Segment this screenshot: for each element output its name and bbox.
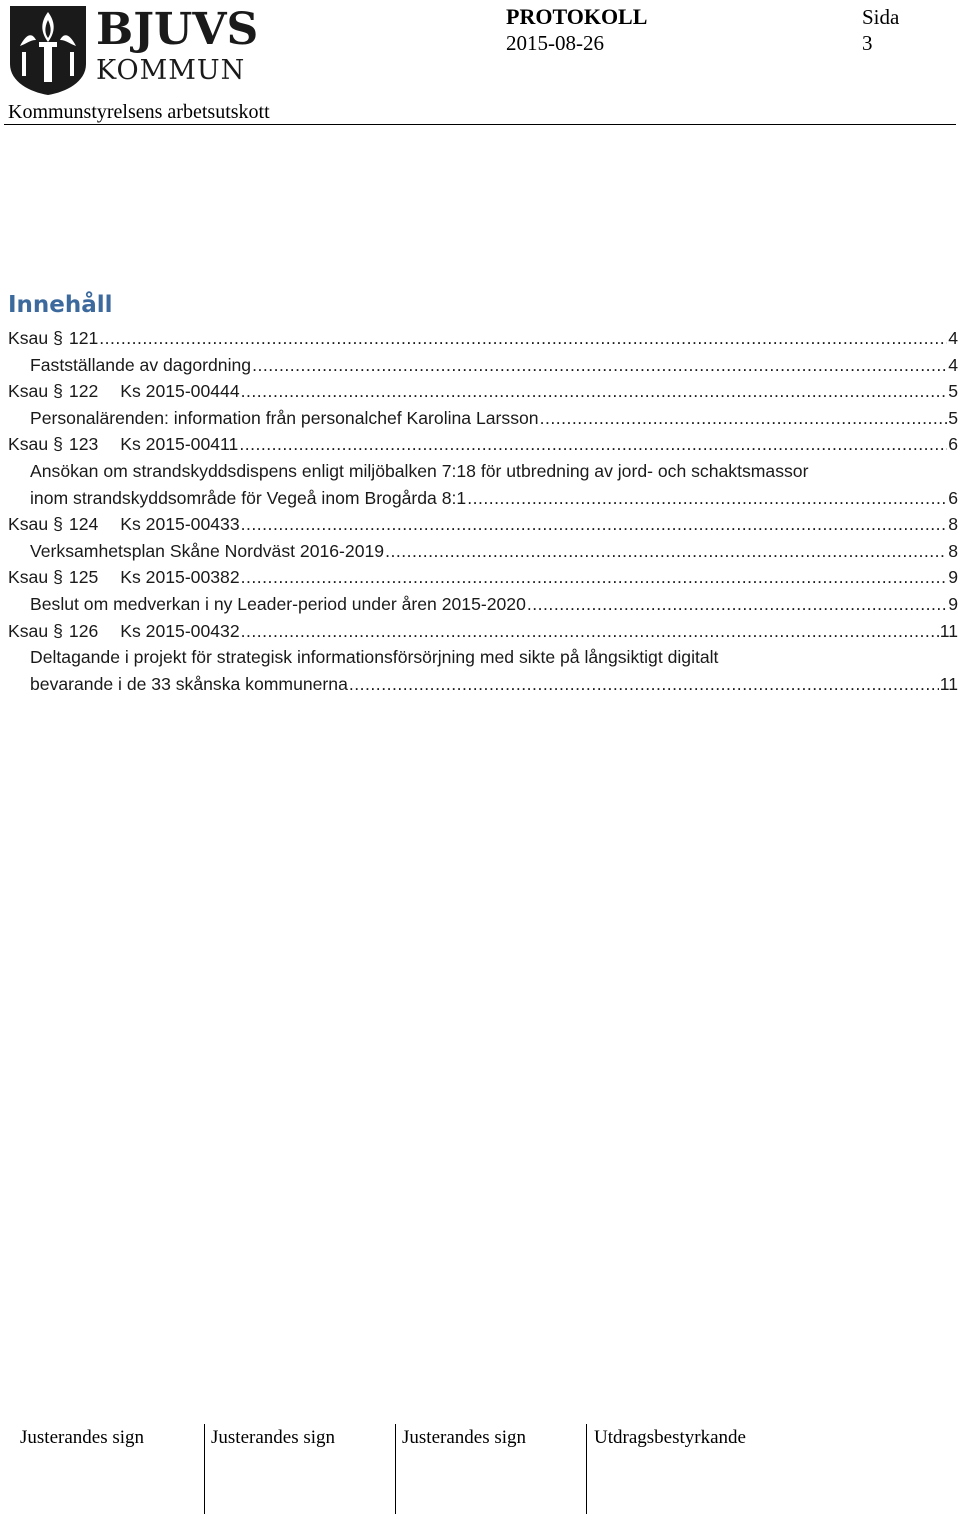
header-divider xyxy=(4,124,956,125)
organization-name: Kommunstyrelsens arbetsutskott xyxy=(8,101,270,123)
page-number: 3 xyxy=(862,31,873,55)
toc-page-number: 8 xyxy=(948,514,958,535)
toc-page-number: 6 xyxy=(948,487,958,508)
toc-page-number: 5 xyxy=(948,381,958,402)
toc-entry[interactable] xyxy=(8,538,958,565)
toc-entry[interactable] xyxy=(8,591,958,618)
toc-entry[interactable]: Ksau § 123 Ks 2015-00411 ..... 6 xyxy=(8,431,958,458)
toc-entry-title: inom strandskyddsområde för Vegeå inom Brogårda 8:1 xyxy=(30,487,467,508)
page-label: Sida xyxy=(862,5,900,29)
toc-entry[interactable]: Ksau § 121 ..... 4 xyxy=(8,325,958,352)
toc-page-number: 4 xyxy=(948,328,958,348)
toc-entry-title: bevarande i de 33 skånska kommunerna xyxy=(30,673,348,694)
footer-divider xyxy=(204,1424,205,1514)
toc-entry[interactable] xyxy=(8,485,958,512)
footer-certification-label: Utdragsbestyrkande xyxy=(594,1427,746,1448)
logo-subtitle: KOMMUN xyxy=(96,55,246,86)
toc-page-number: 8 xyxy=(948,540,958,561)
footer-sign-label-1: Justerandes sign xyxy=(20,1427,145,1448)
toc-page-number: 5 xyxy=(948,407,958,428)
toc-entry[interactable]: Ksau § 124 Ks 2015-00433 ..... 8 xyxy=(8,511,958,538)
toc-page-number: 4 xyxy=(948,354,958,375)
logo-name: BJUVS xyxy=(96,4,259,55)
toc-entry[interactable]: Ksau § 122 Ks 2015-00444 ..... 5 xyxy=(8,378,958,405)
toc-entry-title: Beslut om medverkan i ny Leader-period under åren 2015-2020 xyxy=(30,593,526,614)
footer-sign-label-3: Justerandes sign xyxy=(402,1427,527,1448)
toc-entry[interactable] xyxy=(8,405,958,432)
footer-sign-label-2: Justerandes sign xyxy=(211,1427,336,1448)
toc-entry[interactable]: Ksau § 125 Ks 2015-00382 ..... 9 xyxy=(8,564,958,591)
toc-entry[interactable] xyxy=(8,352,958,379)
table-of-contents xyxy=(8,325,958,697)
footer-divider xyxy=(395,1424,396,1514)
torch-emblem-icon xyxy=(8,4,88,96)
toc-page-number: 11 xyxy=(939,673,958,694)
toc-entry-title-line[interactable]: Deltagande i projekt för strategisk informationsförsörjning med sikte på långsiktigt digitalt xyxy=(30,647,719,668)
document-date: 2015-08-26 xyxy=(506,31,604,55)
toc-entry-title: Personalärenden: information från personalchef Karolina Larsson xyxy=(30,407,539,428)
toc-entry-title: Verksamhetsplan Skåne Nordväst 2016-2019 xyxy=(30,540,385,561)
toc-page-number: 9 xyxy=(948,593,958,614)
toc-page-number: 6 xyxy=(948,434,958,455)
toc-heading: Innehåll xyxy=(8,292,113,318)
toc-entry[interactable]: Ksau § 126 Ks 2015-00432 ..... 11 xyxy=(8,618,958,645)
toc-page-number: 11 xyxy=(939,620,958,641)
toc-page-number: 9 xyxy=(948,567,958,588)
toc-entry[interactable] xyxy=(8,671,958,698)
document-type: PROTOKOLL xyxy=(506,4,648,29)
footer-divider xyxy=(586,1424,587,1514)
bjuvs-kommun-logo xyxy=(8,4,258,96)
toc-entry-title-line[interactable]: Ansökan om strandskyddsdispens enligt miljöbalken 7:18 för utbredning av jord- och schaktsmassor xyxy=(30,460,809,481)
toc-entry-title: Fastställande av dagordning xyxy=(30,354,252,375)
